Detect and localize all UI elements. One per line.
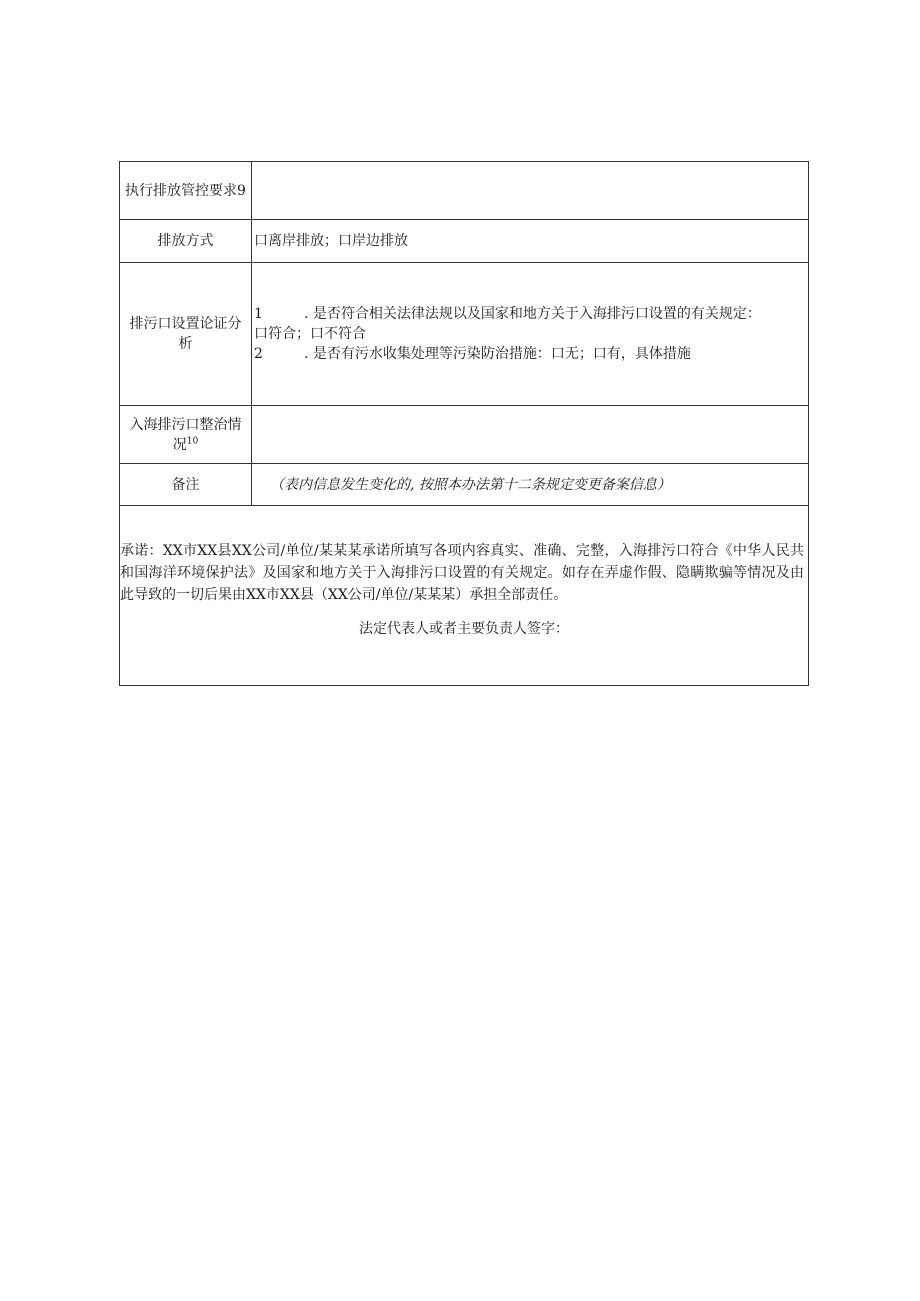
pledge-text: 承诺：XX市XX县XX公司/单位/某某某承诺所填写各项内容真实、准确、完整，入海排污口符合《中华人民共和国海洋环境保护法》及国家和地方关于入海排污口设置的有关规定。如存在弄虚作假、隐瞒欺骗等情况及由此导致的一切后果由XX市XX县（XX公司/单位/某某某）承担全部责任。 (120, 543, 804, 603)
control-requirements-row (120, 162, 809, 220)
remark-value: （表内信息发生变化的, 按照本办法第十二条规定变更备案信息） (252, 464, 809, 506)
rectification-footnote-mark: 10 (186, 435, 199, 446)
outfall-analysis-row (120, 263, 809, 406)
rectification-value[interactable] (252, 406, 809, 464)
analysis-item-2 (254, 344, 806, 364)
discharge-mode-row (120, 220, 809, 263)
remark-row (120, 464, 809, 506)
pledge-row (120, 506, 809, 686)
analysis-item-1 (254, 304, 806, 324)
outfall-analysis-value[interactable] (252, 263, 809, 406)
rectification-row (120, 406, 809, 464)
discharge-mode-value[interactable]: 口离岸排放；口岸边排放 (252, 220, 809, 263)
remark-label: 备注 (120, 464, 252, 506)
analysis-item-2-text: . 是否有污水收集处理等污染防治措施：口无；口有，具体措施 (304, 346, 691, 362)
analysis-item-1-text: . 是否符合相关法律法规以及国家和地方关于入海排污口设置的有关规定： (304, 306, 761, 322)
discharge-mode-label: 排放方式 (120, 220, 252, 263)
rectification-label (120, 406, 252, 464)
record-form-table (119, 161, 809, 686)
signature-label: 法定代表人或者主要负责人签字： (359, 621, 569, 637)
control-requirements-label: 执行排放管控要求9 (120, 162, 252, 220)
analysis-item-2-number: 2 (254, 346, 263, 362)
analysis-item-1-options: 口符合；口不符合 (254, 326, 366, 342)
outfall-analysis-label: 排污口设置论证分析 (120, 263, 252, 406)
pledge-cell (120, 506, 809, 686)
control-requirements-value[interactable] (252, 162, 809, 220)
rectification-label-text: 入海排污口整治情况 (129, 416, 242, 453)
analysis-item-1-number: 1 (254, 306, 263, 322)
